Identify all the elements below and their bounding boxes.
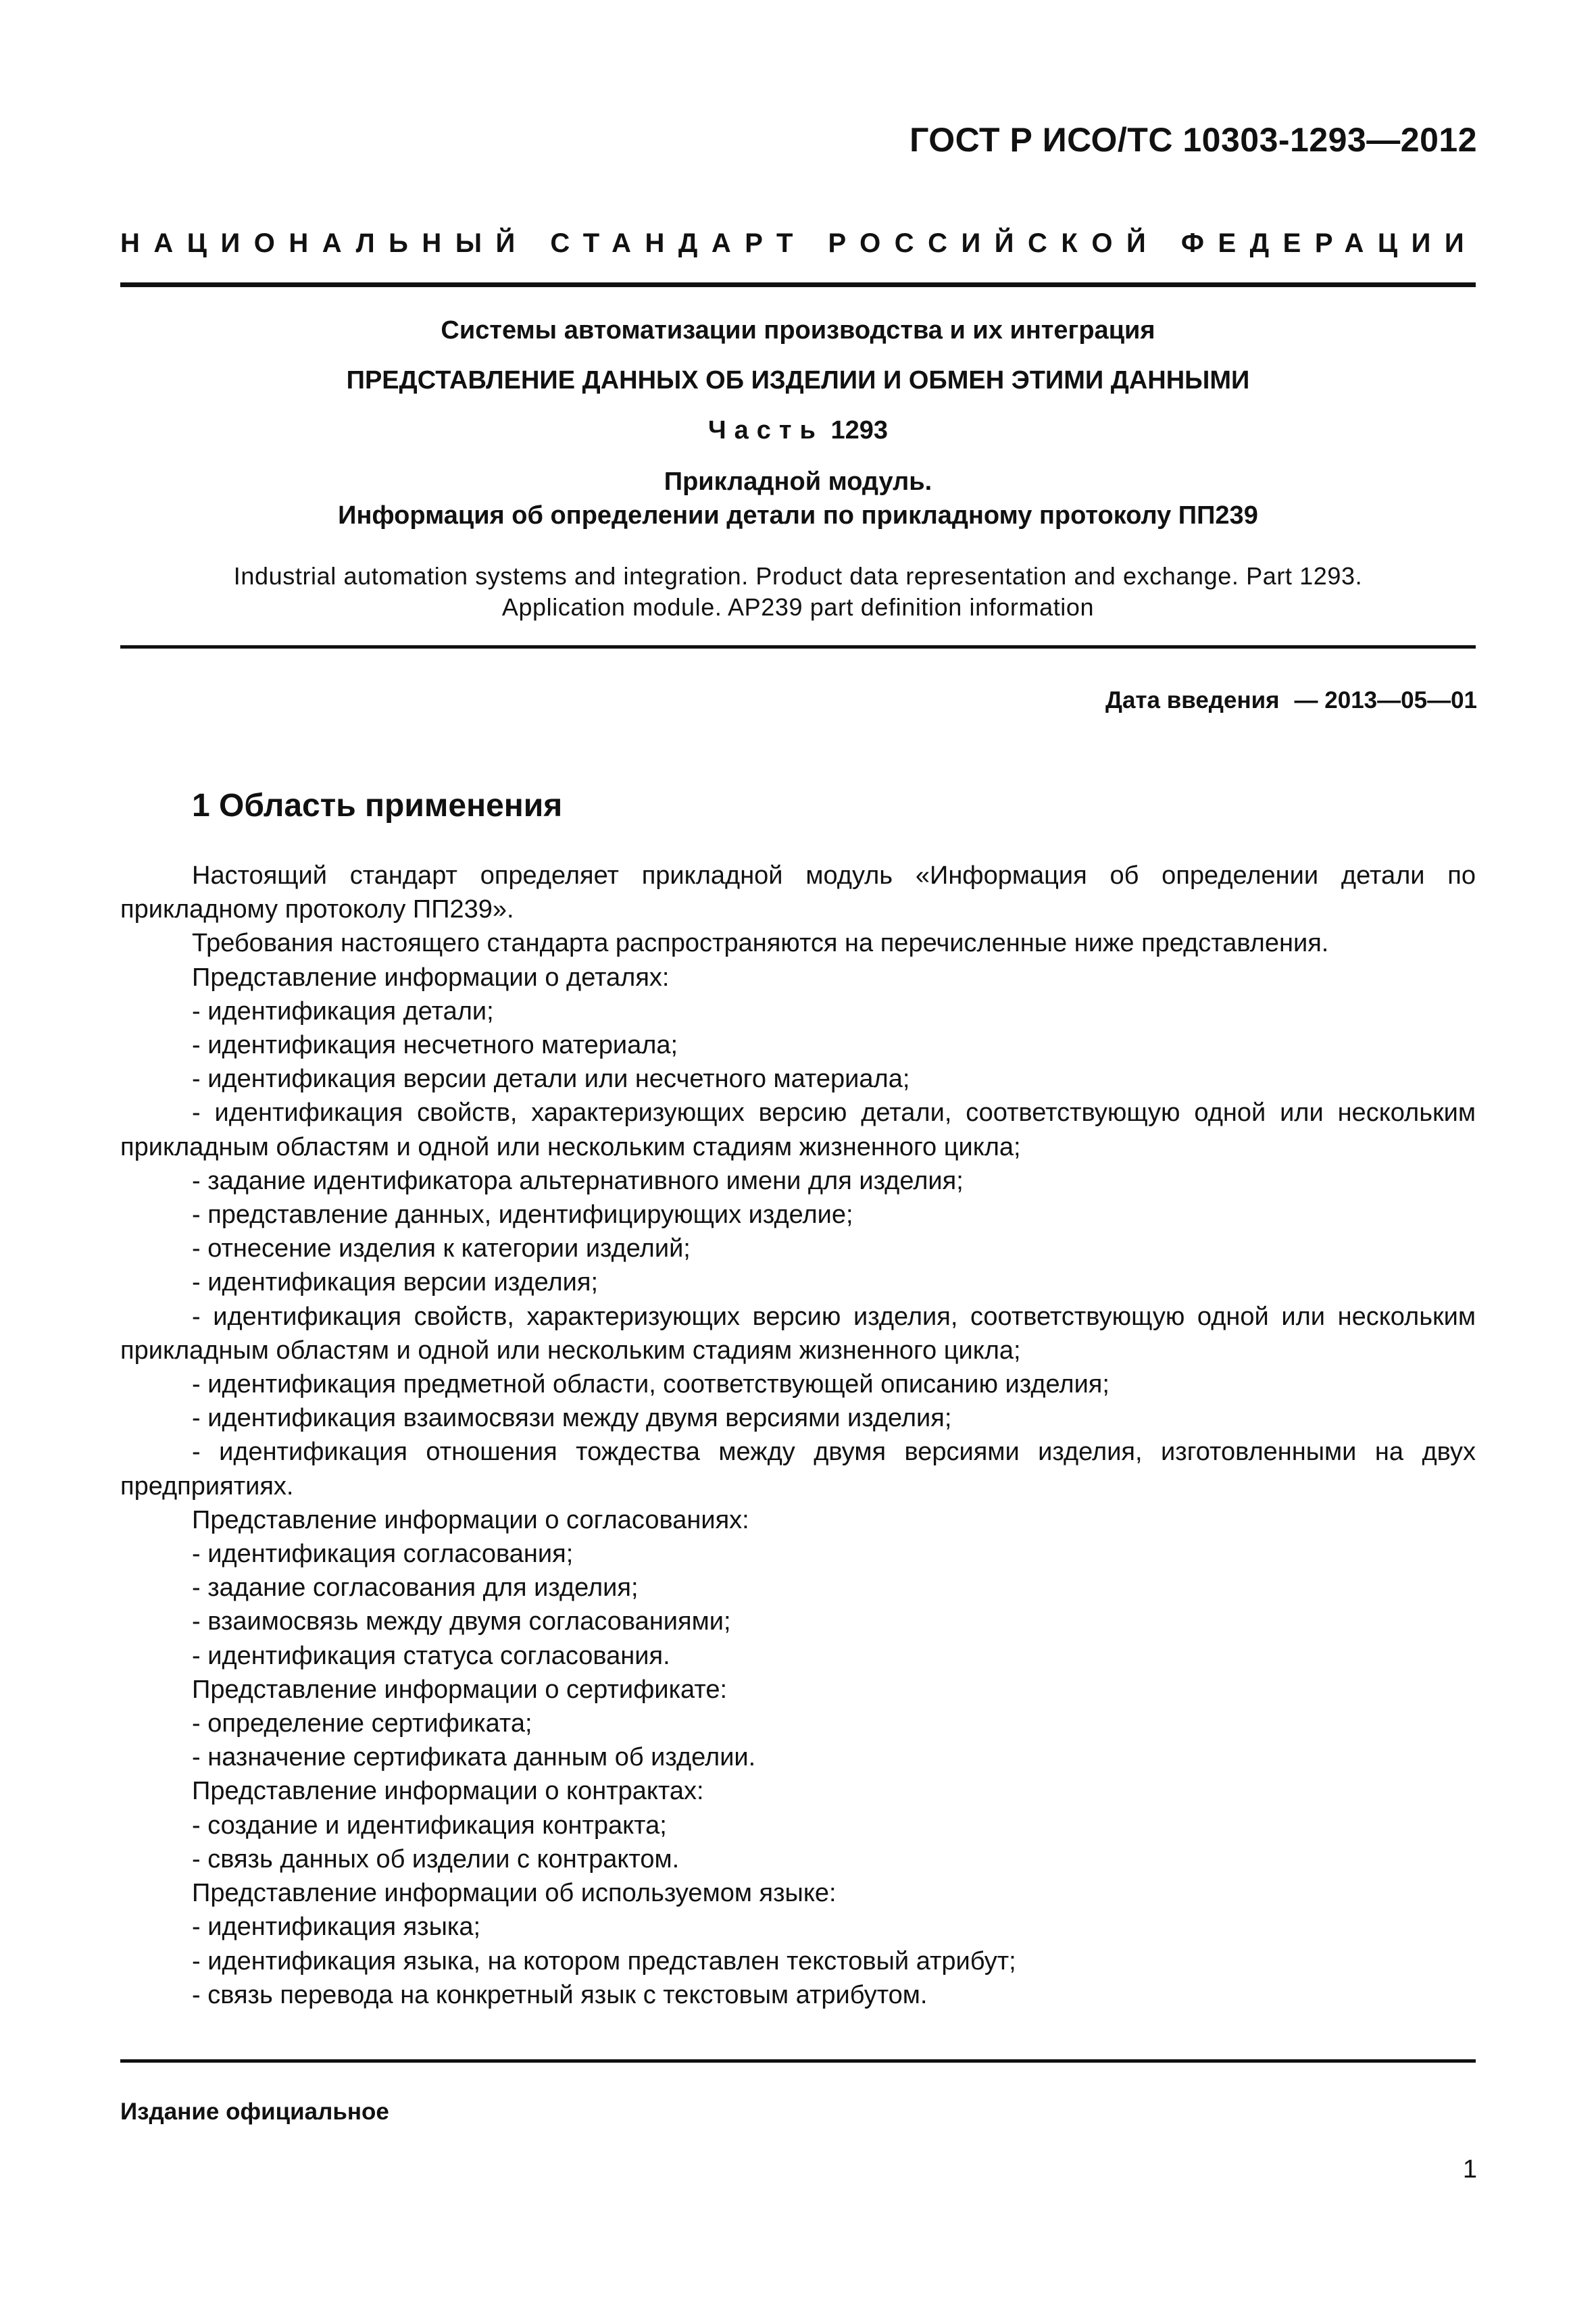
document-number: ГОСТ Р ИСО/ТС 10303-1293—2012 [909, 121, 1477, 159]
english-title-line-2: Application module. AP239 part definition information [501, 593, 1095, 621]
list-item: - связь данных об изделии с контрактом. [192, 1844, 680, 1873]
list-item: - идентификация согласования; [192, 1540, 574, 1569]
part-number: 1293 [830, 416, 889, 445]
body-paragraph: Представление информации о деталях: [192, 963, 670, 992]
header-divider [120, 282, 1476, 287]
list-item: - идентификация свойств, характеризующих версию изделия, соответствующую одной или нескольким прикладным областям и одной или нескольким стадиям жизненного цикла; [120, 1302, 1476, 1365]
list-item: - идентификация версии детали или несчетного материала; [192, 1065, 910, 1094]
title-divider [120, 645, 1476, 649]
list-item: - идентификация несчетного материала; [192, 1031, 678, 1060]
list-item: - идентификация языка; [192, 1913, 481, 1942]
subtitle-line-1: Прикладной модуль. [664, 468, 932, 496]
official-edition-label: Издание официальное [120, 2098, 389, 2125]
introduction-date-value: — 2013—05—01 [1294, 687, 1477, 713]
list-item: - идентификация статуса согласования. [192, 1641, 670, 1670]
list-item: - идентификация версии изделия; [192, 1268, 599, 1297]
list-item: - идентификация языка, на котором представлен текстовый атрибут; [192, 1946, 1016, 1976]
part-word: Часть [707, 416, 824, 445]
body-paragraph: Представление информации о согласованиях: [192, 1505, 749, 1534]
footer-divider [120, 2059, 1476, 2063]
list-item: - идентификация предметной области, соответствующей описанию изделия; [192, 1370, 1109, 1399]
list-item: - идентификация свойств, характеризующих версию детали, соответствующую одной или нескольким прикладным областям и одной или нескольким стадиям жизненного цикла; [120, 1099, 1476, 1161]
list-item: - создание и идентификация контракта; [192, 1811, 667, 1840]
body-paragraph: Представление информации о контрактах: [192, 1777, 704, 1806]
page-number: 1 [1462, 2155, 1477, 2184]
body-paragraph: Настоящий стандарт определяет прикладной модуль «Информация об определении детали по прикладному протоколу ПП239». [120, 861, 1476, 924]
body-paragraph: Представление информации об используемом языке: [192, 1879, 837, 1908]
list-item: - взаимосвязь между двумя согласованиями; [192, 1607, 731, 1636]
title-line-1: Системы автоматизации производства и их интеграция [441, 316, 1155, 345]
list-item: - назначение сертификата данным об изделии. [192, 1743, 756, 1772]
list-item: - отнесение изделия к категории изделий; [192, 1234, 691, 1263]
list-item: - идентификация взаимосвязи между двумя версиями изделия; [192, 1404, 952, 1433]
title-line-2: ПРЕДСТАВЛЕНИЕ ДАННЫХ ОБ ИЗДЕЛИИ И ОБМЕН ЭТИМИ ДАННЫМИ [346, 366, 1250, 395]
section-body [120, 859, 1476, 2012]
list-item: - связь перевода на конкретный язык с текстовым атрибутом. [192, 1980, 928, 2009]
introduction-date-label: Дата введения [1105, 687, 1280, 713]
national-standard-banner: НАЦИОНАЛЬНЫЙ СТАНДАРТ РОССИЙСКОЙ ФЕДЕРАЦИИ [120, 228, 1478, 258]
section-heading: 1 Область применения [192, 788, 563, 824]
list-item: - определение сертификата; [192, 1709, 532, 1738]
body-paragraph: Требования настоящего стандарта распространяются на перечисленные ниже представления. [192, 929, 1329, 958]
list-item: - задание согласования для изделия; [192, 1574, 639, 1603]
list-item: - идентификация детали; [192, 997, 494, 1026]
part-label [120, 416, 1476, 445]
subtitle-line-2: Информация об определении детали по прикладному протоколу ПП239 [338, 501, 1258, 530]
english-title-line-1: Industrial automation systems and integration. Product data representation and exchange. Part 1293. [233, 562, 1363, 590]
list-item: - задание идентификатора альтернативного имени для изделия; [192, 1166, 964, 1195]
list-item: - идентификация отношения тождества между двумя версиями изделия, изготовленными на двух предприятиях. [120, 1438, 1476, 1501]
list-item: - представление данных, идентифицирующих изделие; [192, 1201, 853, 1230]
introduction-date [1105, 687, 1477, 714]
body-paragraph: Представление информации о сертификате: [192, 1675, 728, 1704]
